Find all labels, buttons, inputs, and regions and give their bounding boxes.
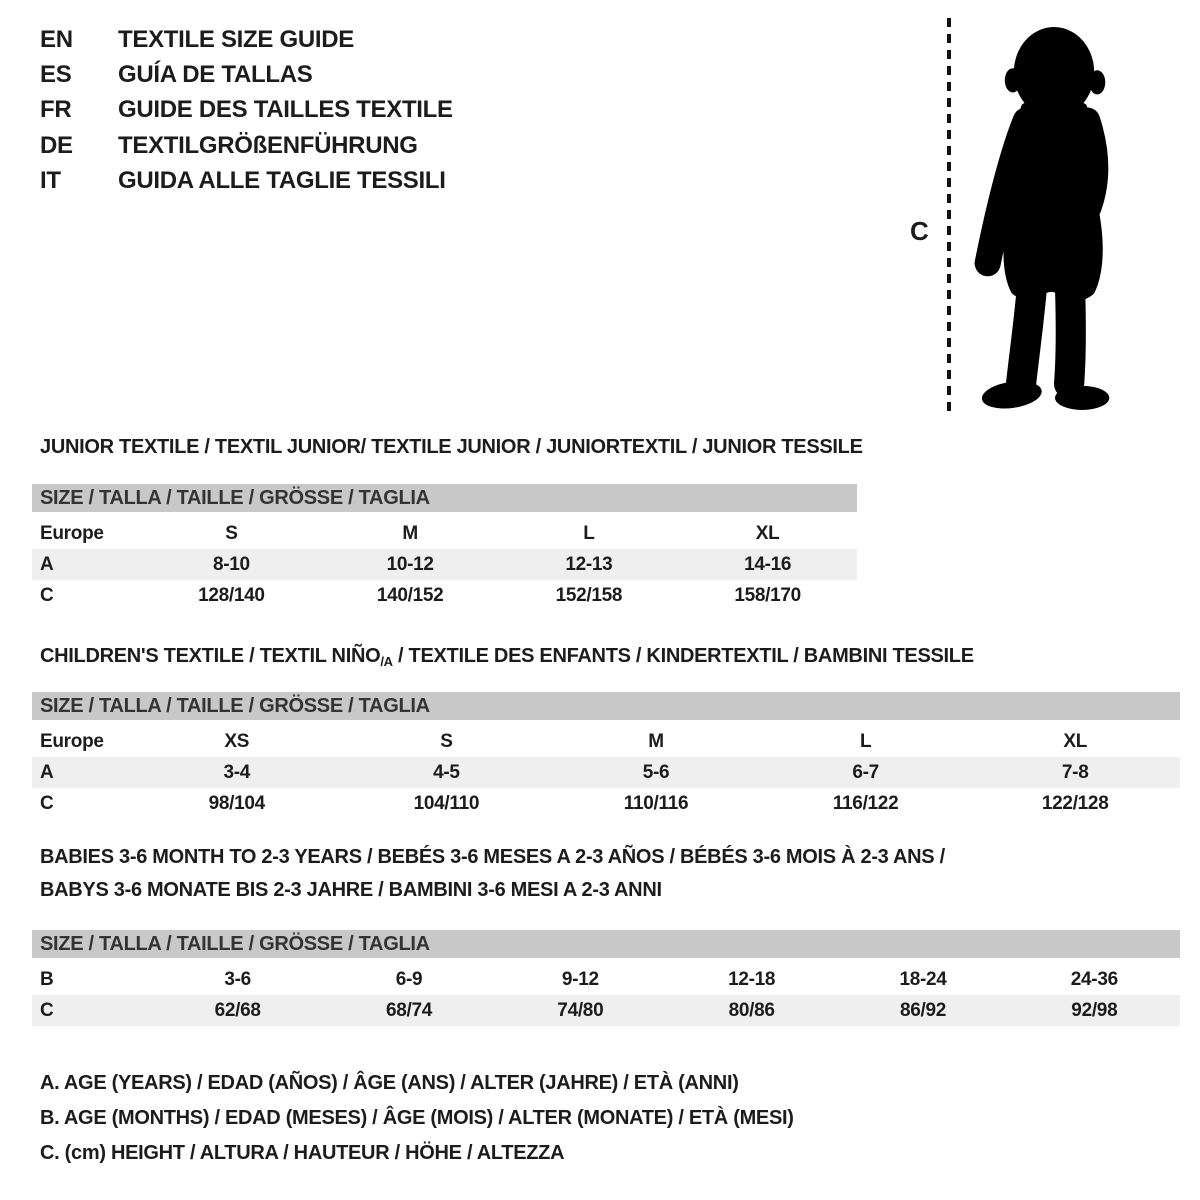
language-title: GUIDE DES TAILLES TEXTILE xyxy=(118,96,453,124)
table-cell: 10-12 xyxy=(386,553,434,575)
childrens-title-part2: / TEXTILE DES ENFANTS / KINDERTEXTIL / BAMBINI TESSILE xyxy=(392,645,974,667)
language-line-en xyxy=(40,22,453,57)
language-title-list xyxy=(40,22,453,199)
language-line-de xyxy=(40,128,453,163)
table-cell: 14-16 xyxy=(744,553,792,575)
legend-line-a: A. AGE (YEARS) / EDAD (AÑOS) / ÂGE (ANS) / ALTER (JAHRE) / ETÀ (ANNI) xyxy=(40,1072,739,1094)
column-header: M xyxy=(648,730,664,752)
table-cell: 3-4 xyxy=(223,761,251,783)
legend-line-c: C. (cm) HEIGHT / ALTURA / HAUTEUR / HÖHE / ALTEZZA xyxy=(40,1142,565,1164)
table-cell: 86/92 xyxy=(899,999,947,1021)
column-header-row xyxy=(32,518,857,549)
table-cell: 18-24 xyxy=(899,968,947,990)
language-line-fr xyxy=(40,93,453,128)
language-code: ES xyxy=(40,61,72,89)
size-table-header-bar xyxy=(32,930,1180,958)
language-code: EN xyxy=(40,25,73,53)
column-header: XL xyxy=(1063,730,1088,752)
column-header: M xyxy=(402,522,418,544)
table-cell: 9-12 xyxy=(561,968,599,990)
row-label: C xyxy=(40,584,54,606)
table-cell: 12-13 xyxy=(565,553,613,575)
childrens-section-title xyxy=(40,645,974,669)
size-table-header-label: SIZE / TALLA / TAILLE / GRÖSSE / TAGLIA xyxy=(40,486,430,509)
table-cell: 92/98 xyxy=(1071,999,1118,1021)
table-cell: 128/140 xyxy=(198,584,265,606)
language-title: GUIDA ALLE TAGLIE TESSILI xyxy=(118,167,446,195)
column-header-row xyxy=(32,726,1180,757)
language-line-es xyxy=(40,57,453,92)
table-cell: 6-7 xyxy=(852,761,879,783)
table-row xyxy=(32,549,857,580)
table-cell: 104/110 xyxy=(413,792,480,814)
table-cell: 158/170 xyxy=(734,584,801,606)
table-cell: 110/116 xyxy=(623,792,689,814)
table-row xyxy=(32,964,1180,995)
table-row xyxy=(32,757,1180,788)
table-cell: 74/80 xyxy=(557,999,604,1021)
row-label: B xyxy=(40,968,54,990)
region-label: Europe xyxy=(40,730,104,752)
babies-section-title-line1: BABIES 3-6 MONTH TO 2-3 YEARS / BEBÉS 3-6 MESES A 2-3 AÑOS / BÉBÉS 3-6 MOIS À 2-3 ANS / xyxy=(40,846,945,868)
table-cell: 152/158 xyxy=(555,584,623,606)
table-cell: 80/86 xyxy=(728,999,775,1021)
language-code: DE xyxy=(40,131,73,159)
column-header: XS xyxy=(224,730,250,752)
table-row xyxy=(32,788,1180,819)
table-cell: 6-9 xyxy=(395,968,423,990)
column-header: S xyxy=(440,730,453,752)
height-measure-label: C xyxy=(910,216,929,246)
size-table-header-label: SIZE / TALLA / TAILLE / GRÖSSE / TAGLIA xyxy=(40,932,430,955)
column-header: S xyxy=(225,522,238,544)
language-title: GUÍA DE TALLAS xyxy=(118,61,313,89)
legend-line-b: B. AGE (MONTHS) / EDAD (MESES) / ÂGE (MOIS) / ALTER (MONATE) / ETÀ (MESI) xyxy=(40,1107,794,1129)
column-header: L xyxy=(859,730,872,752)
table-cell: 62/68 xyxy=(214,999,261,1021)
table-cell: 5-6 xyxy=(642,761,670,783)
table-cell: 68/74 xyxy=(385,999,433,1021)
junior-size-table xyxy=(32,484,857,611)
table-cell: 3-6 xyxy=(224,968,251,990)
table-cell: 24-36 xyxy=(1070,968,1118,990)
childrens-size-table xyxy=(32,692,1180,819)
childrens-title-part1: CHILDREN'S TEXTILE / TEXTIL NIÑO xyxy=(40,645,381,667)
language-line-it xyxy=(40,164,453,199)
measurement-legend xyxy=(40,1066,794,1171)
language-title: TEXTILGRÖßENFÜHRUNG xyxy=(118,131,418,159)
junior-section-title: JUNIOR TEXTILE / TEXTIL JUNIOR/ TEXTILE JUNIOR / JUNIORTEXTIL / JUNIOR TESSILE xyxy=(40,436,863,458)
table-cell: 140/152 xyxy=(376,584,444,606)
language-code: FR xyxy=(40,96,72,124)
table-cell: 8-10 xyxy=(212,553,250,575)
table-cell: 122/128 xyxy=(1041,792,1109,814)
babies-size-table xyxy=(32,930,1180,1026)
size-table-header-bar xyxy=(32,484,857,512)
table-cell: 4-5 xyxy=(433,761,460,783)
column-header: L xyxy=(583,522,595,544)
language-code: IT xyxy=(40,167,61,195)
table-cell: 12-18 xyxy=(728,968,776,990)
table-cell: 98/104 xyxy=(208,792,265,814)
row-label: C xyxy=(40,999,54,1021)
row-label: A xyxy=(40,761,54,783)
table-row xyxy=(32,995,1180,1026)
childrens-title-subscript: /A xyxy=(380,654,393,669)
babies-section-title-line2: BABYS 3-6 MONATE BIS 2-3 JAHRE / BAMBINI 3-6 MESI A 2-3 ANNI xyxy=(40,879,662,901)
height-measure-dashed-line xyxy=(946,16,952,418)
row-label: C xyxy=(40,792,54,814)
table-row xyxy=(32,580,857,611)
table-cell: 116/122 xyxy=(832,792,899,814)
toddler-silhouette xyxy=(962,16,1142,418)
region-label: Europe xyxy=(40,522,104,544)
row-label: A xyxy=(40,553,54,575)
table-cell: 7-8 xyxy=(1061,761,1089,783)
size-table-header-label: SIZE / TALLA / TAILLE / GRÖSSE / TAGLIA xyxy=(40,694,430,717)
column-header: XL xyxy=(755,522,780,544)
language-title: TEXTILE SIZE GUIDE xyxy=(118,25,354,53)
size-table-header-bar xyxy=(32,692,1180,720)
